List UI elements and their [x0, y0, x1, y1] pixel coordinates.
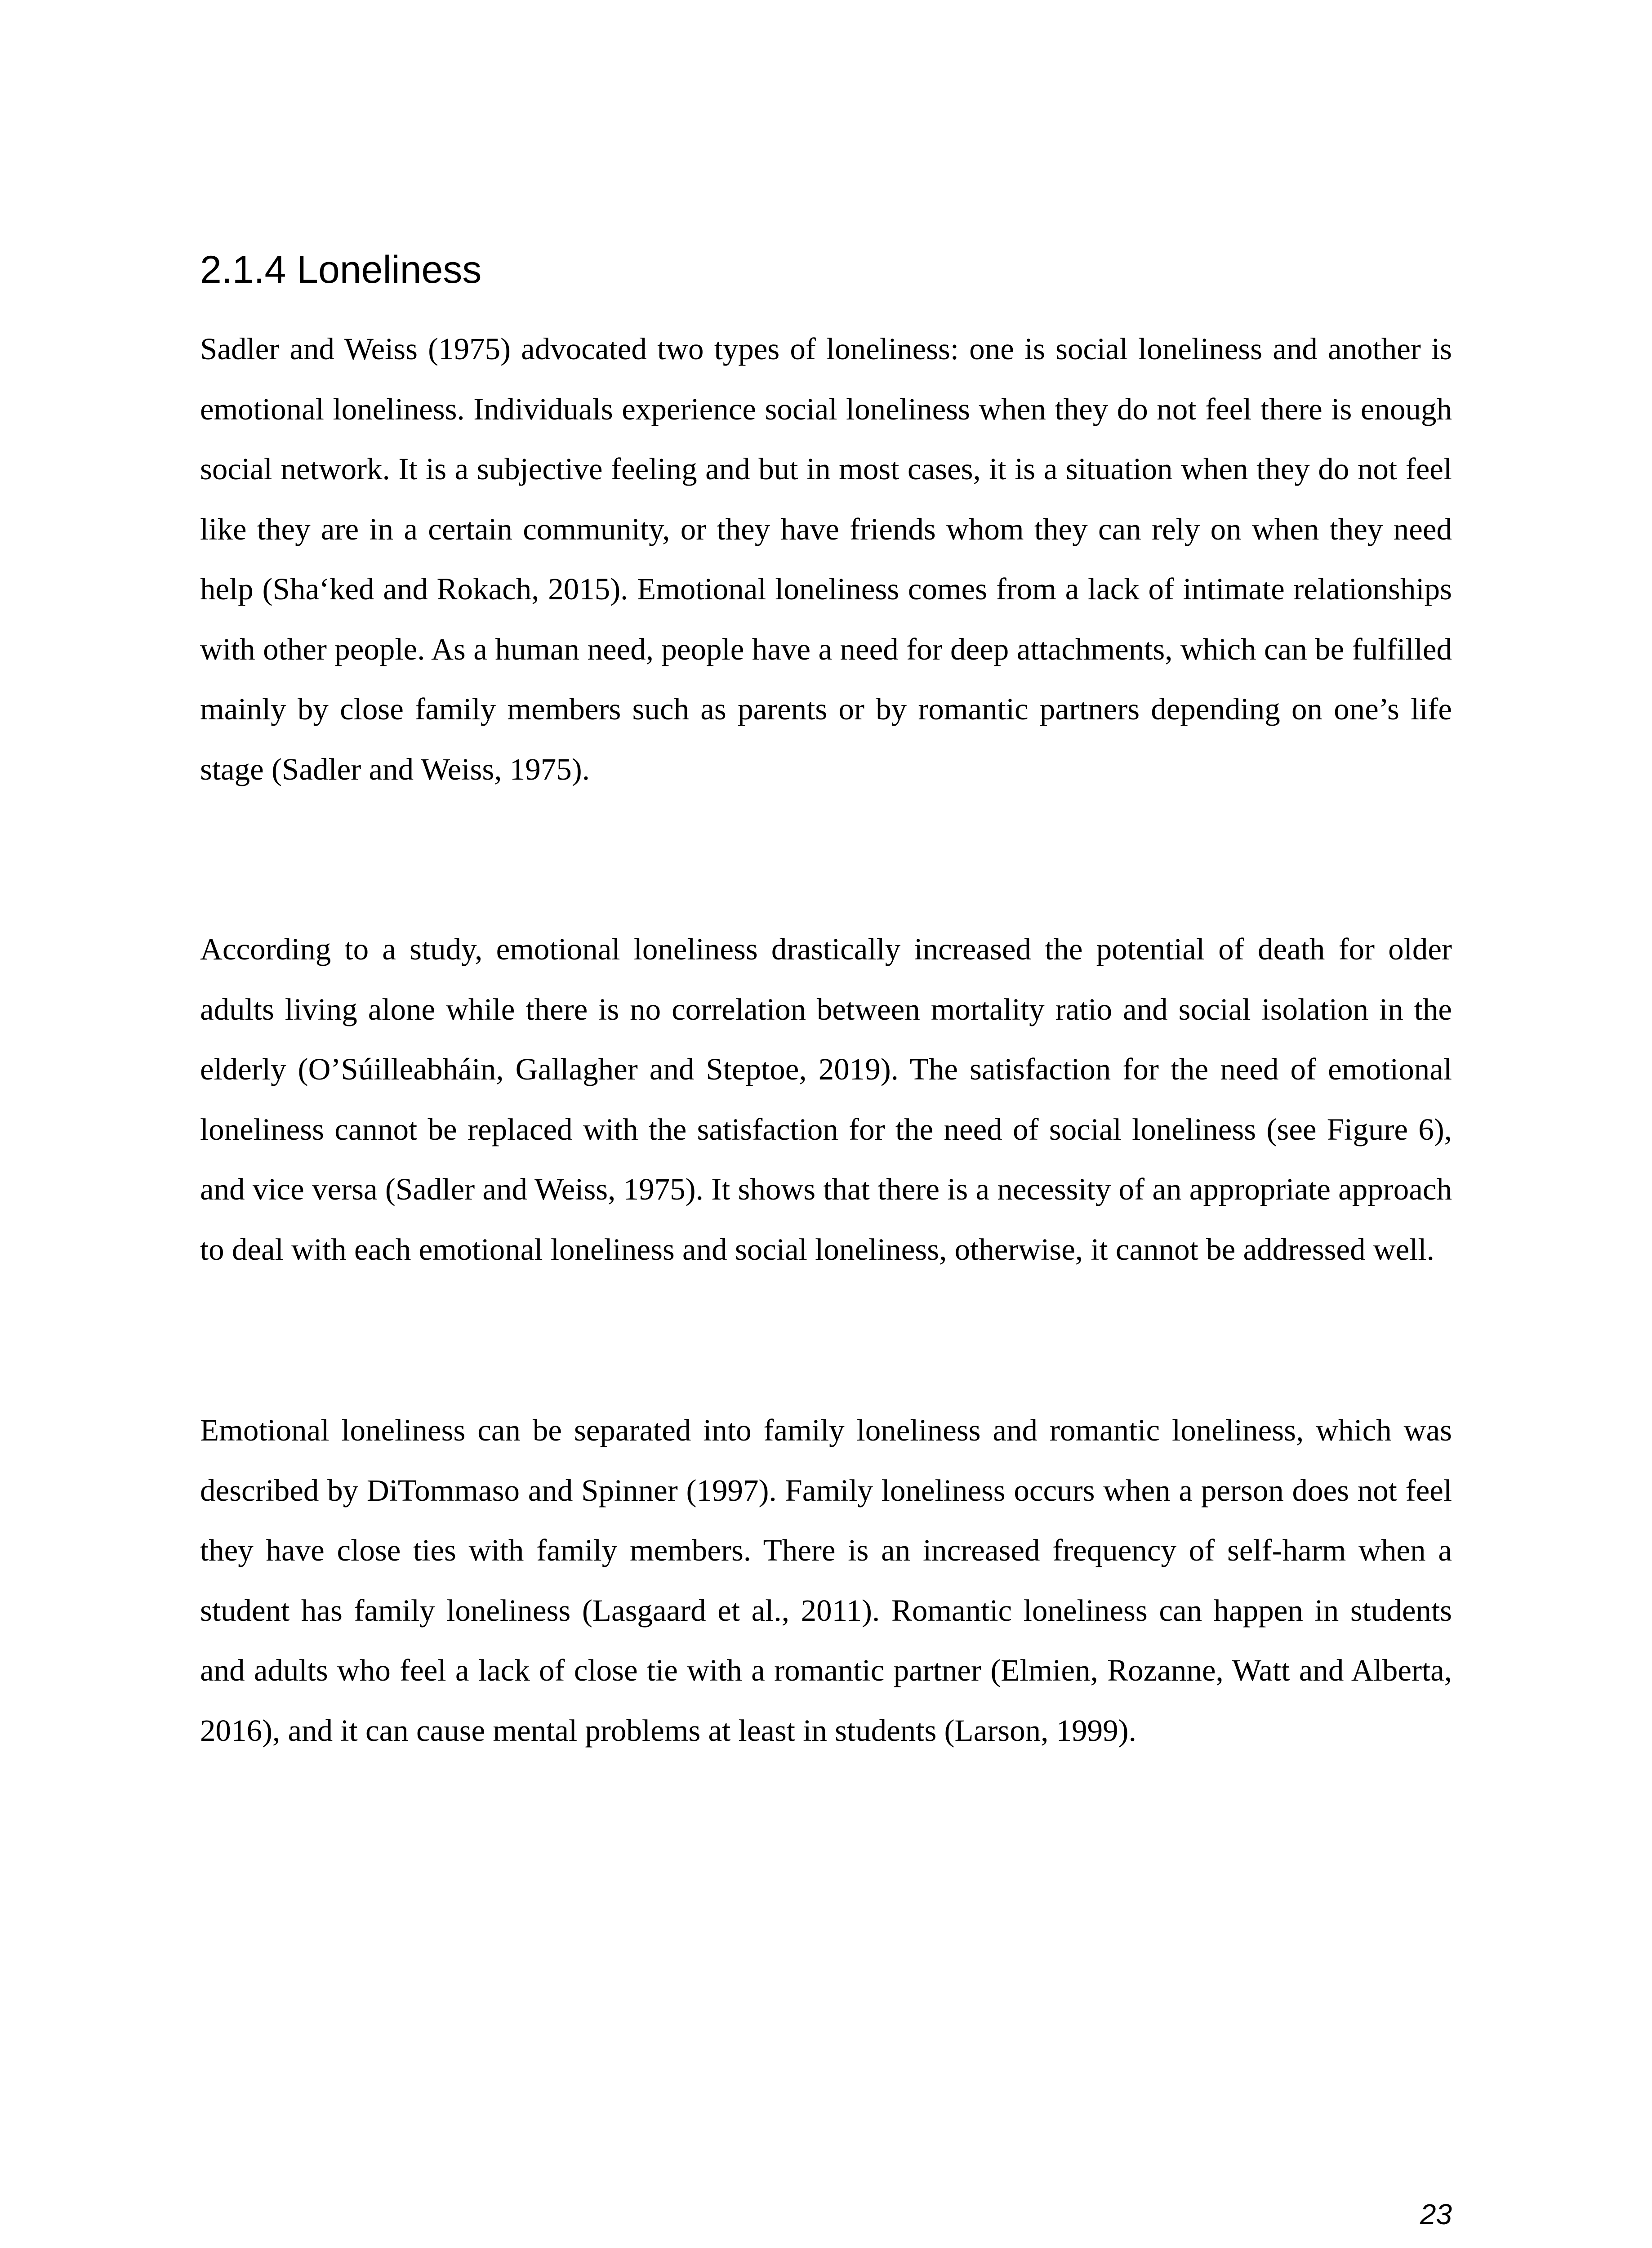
paragraph-family-romantic-loneliness: Emotional loneliness can be separated into family loneliness and romantic loneliness, which was described by DiTommaso and Spinner (1997). Family loneliness occurs when a person does not feel they have close ties with family members. There is an increased frequency of self-harm when a student has family loneliness (Lasgaard et al., 2011). Romantic loneliness can happen in students and adults who feel a lack of close tie with a romantic partner (Elmien, Rozanne, Watt and Alberta, 2016), and it can cause mental problems at least in students (Larson, 1999). — [200, 1413, 1452, 1748]
paragraph-social-vs-emotional-loneliness: Sadler and Weiss (1975) advocated two types of loneliness: one is social loneliness and another is emotional loneliness. Individuals experience social loneliness when they do not feel there is enough social network. It is a subjective feeling and but in most cases, it is a situation when they do not feel like they are in a certain community, or they have friends whom they can rely on when they need help (Sha‘ked and Rokach, 2015). Emotional loneliness comes from a lack of intimate relationships with other people. As a human need, people have a need for deep attachments, which can be fulfilled mainly by close family members such as parents or by romantic partners depending on one’s life stage (Sadler and Weiss, 1975). — [200, 332, 1452, 786]
paragraph-emotional-loneliness-mortality: According to a study, emotional loneliness drastically increased the potential of death for older adults living alone while there is no correlation between mortality ratio and social isolation in the elderly (O’Súilleabháin, Gallagher and Steptoe, 2019). The satisfaction for the need of emotional loneliness cannot be replaced with the satisfaction for the need of social loneliness (see Figure 6), and vice versa (Sadler and Weiss, 1975). It shows that there is a necessity of an appropriate approach to deal with each emotional loneliness and social loneliness, otherwise, it cannot be addressed well. — [200, 932, 1452, 1267]
section-heading: 2.1.4 Loneliness — [200, 248, 482, 291]
page-number: 23 — [1420, 2198, 1452, 2230]
